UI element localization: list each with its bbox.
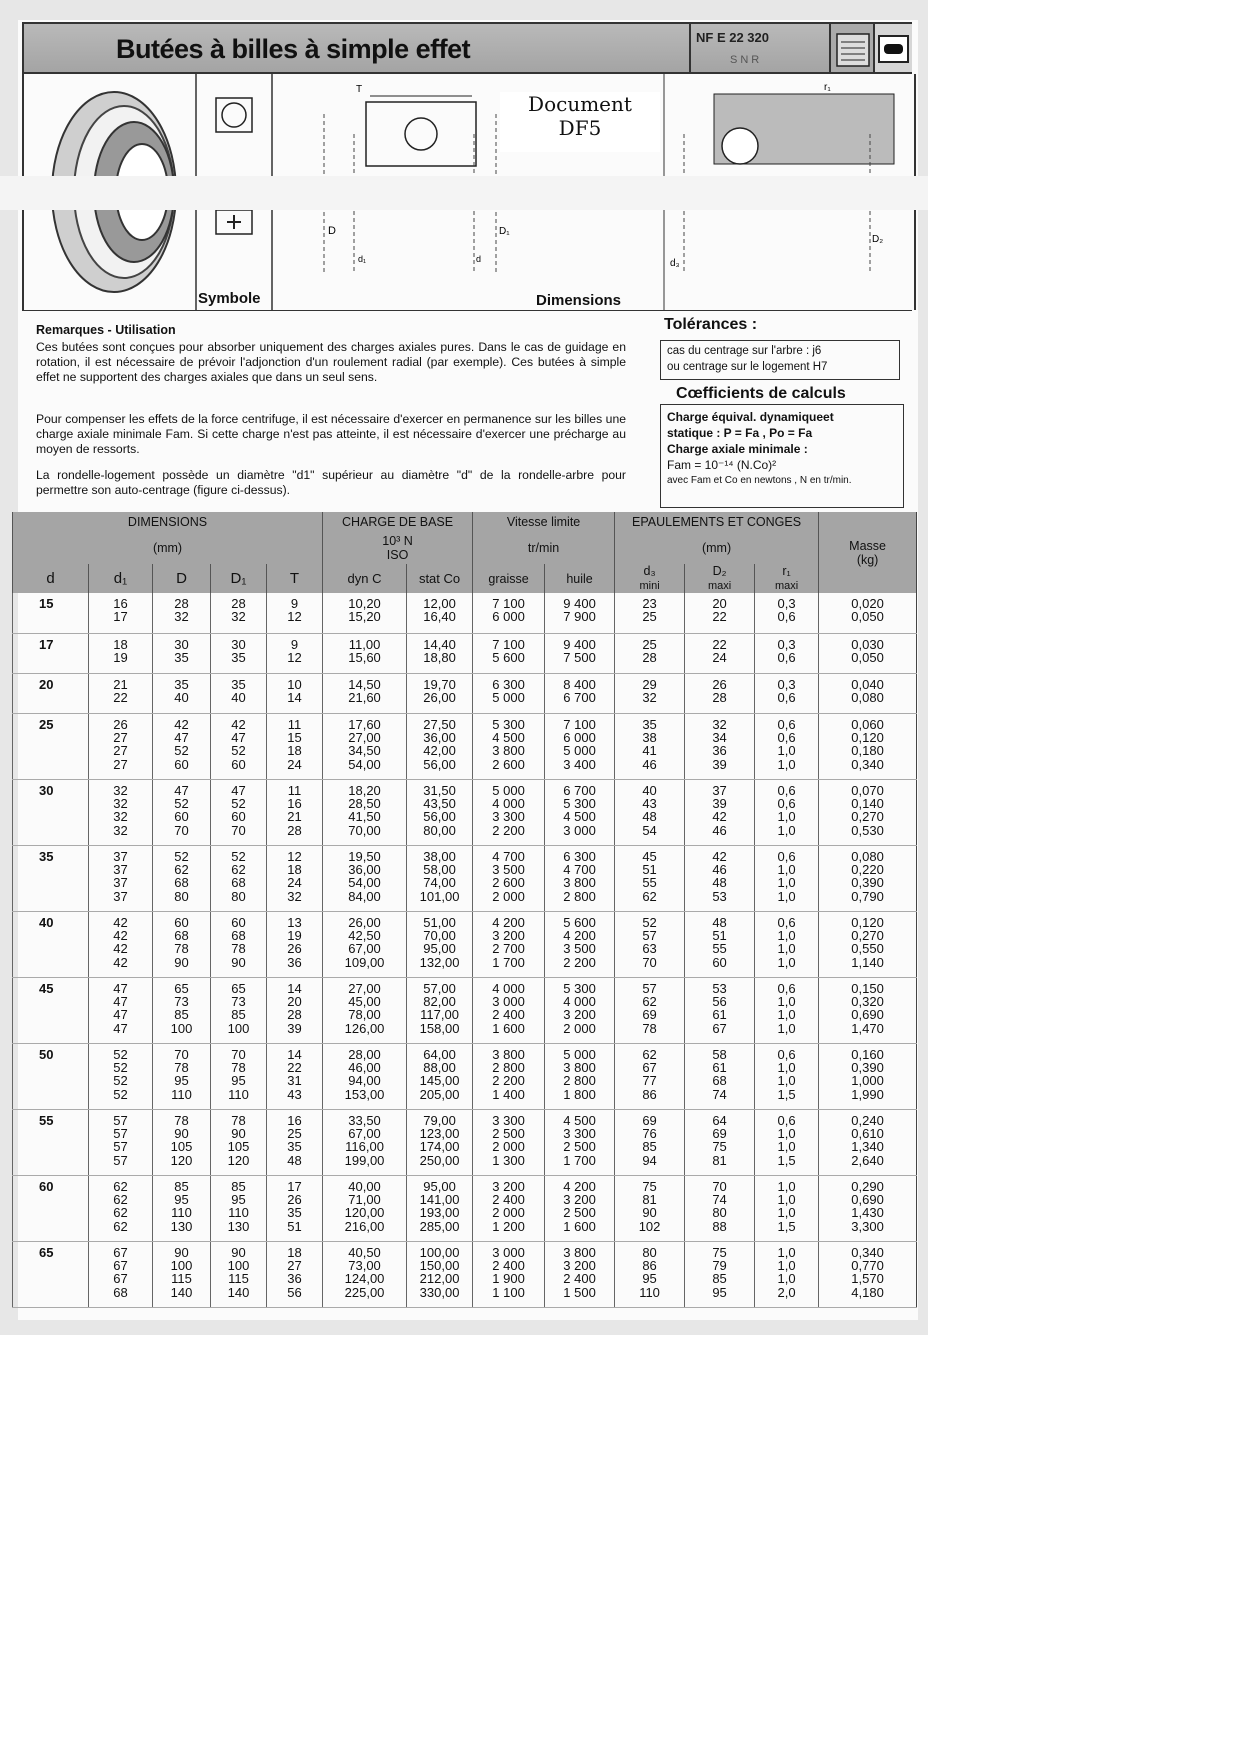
cell-d: 60	[13, 1175, 89, 1241]
cell-h: 6 300 4 700 3 800 2 800	[545, 845, 615, 911]
cell-d3: 57 62 69 78	[615, 977, 685, 1043]
col-D1: D₁	[211, 564, 267, 593]
document-stamp-line2: DF5	[558, 116, 602, 140]
table-row	[13, 633, 917, 673]
cell-C: 40,50 73,00 124,00 225,00	[323, 1241, 407, 1307]
cell-T: 16 25 35 48	[267, 1109, 323, 1175]
cell-Co: 19,70 26,00	[407, 673, 473, 713]
cell-m: 0,040 0,080	[819, 673, 917, 713]
cell-h: 9 400 7 500	[545, 633, 615, 673]
cell-d1: 32 32 32 32	[89, 779, 153, 845]
cell-D: 28 32	[153, 593, 211, 633]
cell-T: 11 16 21 28	[267, 779, 323, 845]
scan-gap-band	[0, 176, 928, 210]
header-vitesse: Vitesse limite	[473, 512, 615, 532]
table-row	[13, 673, 917, 713]
figure-bottom-rule	[22, 310, 912, 311]
document-stamp-line1: Document	[528, 92, 632, 116]
col-huile: huile	[545, 564, 615, 593]
cell-T: 14 22 31 43	[267, 1043, 323, 1109]
label-d3: d₃	[670, 258, 680, 269]
table-row	[13, 1043, 917, 1109]
cell-d3: 45 51 55 62	[615, 845, 685, 911]
cell-C: 10,20 15,20	[323, 593, 407, 633]
cell-d: 40	[13, 911, 89, 977]
col-D2: D₂ maxi	[685, 564, 755, 593]
cell-D2: 22 24	[685, 633, 755, 673]
cell-T: 14 20 28 39	[267, 977, 323, 1043]
cell-D: 70 78 95 110	[153, 1043, 211, 1109]
coef-line-1: Charge équival. dynamiqueet	[667, 410, 834, 424]
header-dimensions-unit: (mm)	[13, 532, 323, 564]
cell-d: 25	[13, 713, 89, 779]
cell-Co: 38,00 58,00 74,00 101,00	[407, 845, 473, 911]
norm-reference: NF E 22 320	[696, 30, 769, 45]
cell-d1: 18 19	[89, 633, 153, 673]
cell-D2: 37 39 42 46	[685, 779, 755, 845]
label-D1: D₁	[499, 226, 510, 237]
cell-C: 26,00 42,50 67,00 109,00	[323, 911, 407, 977]
dimensions-label: Dimensions	[536, 292, 622, 309]
cell-D1: 30 35	[211, 633, 267, 673]
cell-d1: 21 22	[89, 673, 153, 713]
cell-r1: 0,6 0,6 1,0 1,0	[755, 779, 819, 845]
table-row	[13, 779, 917, 845]
cell-g: 4 700 3 500 2 600 2 000	[473, 845, 545, 911]
tolerances-title: Tolérances :	[664, 316, 758, 333]
brand-label: SNR	[730, 54, 763, 66]
cell-D1: 42 47 52 60	[211, 713, 267, 779]
cell-m: 0,080 0,220 0,390 0,790	[819, 845, 917, 911]
cell-d3: 23 25	[615, 593, 685, 633]
label-D: D	[328, 225, 336, 237]
label-d: d	[476, 254, 482, 264]
cell-T: 9 12	[267, 633, 323, 673]
cell-d: 17	[13, 633, 89, 673]
cell-d1: 16 17	[89, 593, 153, 633]
cell-d: 55	[13, 1109, 89, 1175]
cell-d1: 57 57 57 57	[89, 1109, 153, 1175]
cell-D2: 70 74 80 88	[685, 1175, 755, 1241]
cell-m: 0,120 0,270 0,550 1,140	[819, 911, 917, 977]
cell-g: 3 300 2 500 2 000 1 300	[473, 1109, 545, 1175]
col-d3: d₃ mini	[615, 564, 685, 593]
cell-D2: 64 69 75 81	[685, 1109, 755, 1175]
cell-D1: 78 90 105 120	[211, 1109, 267, 1175]
cell-D2: 75 79 85 95	[685, 1241, 755, 1307]
cell-m: 0,060 0,120 0,180 0,340	[819, 713, 917, 779]
cell-T: 9 12	[267, 593, 323, 633]
cell-m: 0,020 0,050	[819, 593, 917, 633]
header-epaulements: EPAULEMENTS ET CONGES	[615, 512, 819, 532]
cell-h: 4 500 3 300 2 500 1 700	[545, 1109, 615, 1175]
cell-g: 3 000 2 400 1 900 1 100	[473, 1241, 545, 1307]
cell-d1: 47 47 47 47	[89, 977, 153, 1043]
title-bar	[22, 22, 912, 74]
cell-C: 14,50 21,60	[323, 673, 407, 713]
cell-T: 18 27 36 56	[267, 1241, 323, 1307]
bearing-symbol-icon	[873, 24, 912, 72]
cell-d3: 40 43 48 54	[615, 779, 685, 845]
col-d: d	[13, 564, 89, 593]
cell-Co: 31,50 43,50 56,00 80,00	[407, 779, 473, 845]
col-dynC: dyn C	[323, 564, 407, 593]
cell-d: 50	[13, 1043, 89, 1109]
cell-D1: 47 52 60 70	[211, 779, 267, 845]
cell-m: 0,340 0,770 1,570 4,180	[819, 1241, 917, 1307]
table-row	[13, 1175, 917, 1241]
cell-D1: 85 95 110 130	[211, 1175, 267, 1241]
cell-d3: 25 28	[615, 633, 685, 673]
cell-m: 0,240 0,610 1,340 2,640	[819, 1109, 917, 1175]
cell-d1: 37 37 37 37	[89, 845, 153, 911]
remarks-paragraph-1: Ces butées sont conçues pour absorber uniquement des charges axiales pures. Dans le cas de guidage en rotation, il est nécessaire de prévoir l'adjonction d'un roulement radial (par exemple). Ces butées à simple effet ne supportent des charges axiales que dans un seul sens.	[36, 340, 626, 384]
coef-line-2: statique : P = Fa , Po = Fa	[667, 426, 813, 440]
table-row	[13, 977, 917, 1043]
data-sheet-icon	[829, 24, 875, 72]
cell-h: 5 300 4 000 3 200 2 000	[545, 977, 615, 1043]
cell-d3: 75 81 90 102	[615, 1175, 685, 1241]
cell-d: 65	[13, 1241, 89, 1307]
cell-D2: 58 61 68 74	[685, 1043, 755, 1109]
coef-line-5: avec Fam et Co en newtons , N en tr/min.	[667, 475, 852, 486]
cell-D: 90 100 115 140	[153, 1241, 211, 1307]
cell-g: 3 200 2 400 2 000 1 200	[473, 1175, 545, 1241]
label-r1: r₁	[824, 82, 831, 93]
header-masse: Masse (kg)	[819, 512, 917, 593]
cell-Co: 100,00 150,00 212,00 330,00	[407, 1241, 473, 1307]
table-row	[13, 593, 917, 633]
header-charge-unit: 10³ N ISO	[323, 532, 473, 564]
label-T: T	[356, 84, 363, 95]
cell-d1: 62 62 62 62	[89, 1175, 153, 1241]
cell-d3: 80 86 95 110	[615, 1241, 685, 1307]
cell-D: 65 73 85 100	[153, 977, 211, 1043]
remarks-title: Remarques - Utilisation	[36, 323, 176, 337]
cell-Co: 57,00 82,00 117,00 158,00	[407, 977, 473, 1043]
cell-m: 0,150 0,320 0,690 1,470	[819, 977, 917, 1043]
cell-m: 0,290 0,690 1,430 3,300	[819, 1175, 917, 1241]
cell-D1: 70 78 95 110	[211, 1043, 267, 1109]
cell-h: 4 200 3 200 2 500 1 600	[545, 1175, 615, 1241]
coef-line-3: Charge axiale minimale :	[667, 442, 808, 456]
cell-D2: 42 46 48 53	[685, 845, 755, 911]
col-T: T	[267, 564, 323, 593]
col-d1: d₁	[89, 564, 153, 593]
col-D: D	[153, 564, 211, 593]
cell-d1: 67 67 67 68	[89, 1241, 153, 1307]
remarks-paragraph-3: La rondelle-logement possède un diamètre "d1" supérieur au diamètre "d" de la rondelle-arbre pour permettre son auto-centrage (figure ci-dessus).	[36, 468, 626, 497]
cell-g: 4 000 3 000 2 400 1 600	[473, 977, 545, 1043]
col-r1: r₁ maxi	[755, 564, 819, 593]
cell-C: 19,50 36,00 54,00 84,00	[323, 845, 407, 911]
cell-C: 33,50 67,00 116,00 199,00	[323, 1109, 407, 1175]
cell-h: 7 100 6 000 5 000 3 400	[545, 713, 615, 779]
tolerance-line-1: cas du centrage sur l'arbre : j6	[667, 345, 822, 357]
cell-Co: 27,50 36,00 42,00 56,00	[407, 713, 473, 779]
cell-h: 8 400 6 700	[545, 673, 615, 713]
cell-T: 10 14	[267, 673, 323, 713]
cell-D2: 48 51 55 60	[685, 911, 755, 977]
header-charge: CHARGE DE BASE	[323, 512, 473, 532]
cell-m: 0,030 0,050	[819, 633, 917, 673]
cell-C: 11,00 15,60	[323, 633, 407, 673]
cell-h: 9 400 7 900	[545, 593, 615, 633]
cell-T: 11 15 18 24	[267, 713, 323, 779]
cell-D: 47 52 60 70	[153, 779, 211, 845]
cell-g: 6 300 5 000	[473, 673, 545, 713]
cell-C: 17,60 27,00 34,50 54,00	[323, 713, 407, 779]
header-dimensions: DIMENSIONS	[13, 512, 323, 532]
cell-g: 7 100 6 000	[473, 593, 545, 633]
page-title: Butées à billes à simple effet	[116, 34, 471, 64]
cell-Co: 64,00 88,00 145,00 205,00	[407, 1043, 473, 1109]
coefficients-box	[660, 404, 904, 508]
cell-r1: 0,3 0,6	[755, 633, 819, 673]
cell-r1: 0,3 0,6	[755, 673, 819, 713]
cell-d: 35	[13, 845, 89, 911]
cell-r1: 0,6 1,0 1,0 1,0	[755, 977, 819, 1043]
cell-T: 13 19 26 36	[267, 911, 323, 977]
table-row	[13, 1241, 917, 1307]
cell-Co: 12,00 16,40	[407, 593, 473, 633]
cell-D1: 65 73 85 100	[211, 977, 267, 1043]
cell-C: 18,20 28,50 41,50 70,00	[323, 779, 407, 845]
cell-g: 5 000 4 000 3 300 2 200	[473, 779, 545, 845]
cell-m: 0,160 0,390 1,000 1,990	[819, 1043, 917, 1109]
bearing-symbol	[216, 98, 252, 234]
cell-D1: 28 32	[211, 593, 267, 633]
cell-d1: 26 27 27 27	[89, 713, 153, 779]
coef-line-4: Fam = 10⁻¹⁴ (N.Co)²	[667, 458, 777, 472]
document-stamp	[500, 92, 660, 152]
cell-D2: 32 34 36 39	[685, 713, 755, 779]
cell-d: 15	[13, 593, 89, 633]
cell-D1: 90 100 115 140	[211, 1241, 267, 1307]
cell-d: 45	[13, 977, 89, 1043]
cell-C: 28,00 46,00 94,00 153,00	[323, 1043, 407, 1109]
cell-d3: 62 67 77 86	[615, 1043, 685, 1109]
table-body	[13, 593, 917, 1307]
cell-d: 20	[13, 673, 89, 713]
cell-r1: 1,0 1,0 1,0 2,0	[755, 1241, 819, 1307]
label-D2: D₂	[872, 234, 884, 245]
cell-C: 40,00 71,00 120,00 216,00	[323, 1175, 407, 1241]
cell-D: 85 95 110 130	[153, 1175, 211, 1241]
table-row	[13, 1109, 917, 1175]
cell-r1: 0,6 1,0 1,0 1,5	[755, 1043, 819, 1109]
cell-D: 42 47 52 60	[153, 713, 211, 779]
cell-r1: 0,6 1,0 1,0 1,5	[755, 1109, 819, 1175]
cell-D: 30 35	[153, 633, 211, 673]
cell-d3: 69 76 85 94	[615, 1109, 685, 1175]
cell-d3: 52 57 63 70	[615, 911, 685, 977]
symbol-label: Symbole	[198, 290, 261, 307]
table-row	[13, 911, 917, 977]
cell-g: 4 200 3 200 2 700 1 700	[473, 911, 545, 977]
cell-D: 35 40	[153, 673, 211, 713]
cell-r1: 0,6 1,0 1,0 1,0	[755, 845, 819, 911]
cell-d1: 42 42 42 42	[89, 911, 153, 977]
cell-g: 5 300 4 500 3 800 2 600	[473, 713, 545, 779]
cell-h: 5 000 3 800 2 800 1 800	[545, 1043, 615, 1109]
cell-Co: 51,00 70,00 95,00 132,00	[407, 911, 473, 977]
cell-h: 5 600 4 200 3 500 2 200	[545, 911, 615, 977]
cell-r1: 1,0 1,0 1,0 1,5	[755, 1175, 819, 1241]
cell-Co: 14,40 18,80	[407, 633, 473, 673]
cell-d1: 52 52 52 52	[89, 1043, 153, 1109]
cell-D1: 52 62 68 80	[211, 845, 267, 911]
remarks-paragraph-2: Pour compenser les effets de la force centrifuge, il est nécessaire d'exercer en permanence sur les billes une charge axiale minimale Fam. Si cette charge n'est pas atteinte, il est nécessaire d'exercer une précharge au moyen de ressorts.	[36, 412, 626, 456]
cell-D2: 53 56 61 67	[685, 977, 755, 1043]
cell-d: 30	[13, 779, 89, 845]
cell-D2: 26 28	[685, 673, 755, 713]
cell-D2: 20 22	[685, 593, 755, 633]
table-row	[13, 845, 917, 911]
header-vitesse-unit: tr/min	[473, 532, 615, 564]
cell-g: 7 100 5 600	[473, 633, 545, 673]
tolerance-line-2: ou centrage sur le logement H7	[667, 361, 828, 373]
col-statCo: stat Co	[407, 564, 473, 593]
cell-C: 27,00 45,00 78,00 126,00	[323, 977, 407, 1043]
label-d1: d₁	[358, 254, 367, 264]
cell-D: 52 62 68 80	[153, 845, 211, 911]
tolerances-box	[660, 340, 900, 380]
cell-r1: 0,6 0,6 1,0 1,0	[755, 713, 819, 779]
cell-T: 17 26 35 51	[267, 1175, 323, 1241]
col-graisse: graisse	[473, 564, 545, 593]
cell-D: 78 90 105 120	[153, 1109, 211, 1175]
cell-D1: 35 40	[211, 673, 267, 713]
cell-Co: 79,00 123,00 174,00 250,00	[407, 1109, 473, 1175]
cell-g: 3 800 2 800 2 200 1 400	[473, 1043, 545, 1109]
cell-Co: 95,00 141,00 193,00 285,00	[407, 1175, 473, 1241]
cell-r1: 0,3 0,6	[755, 593, 819, 633]
bearing-table	[12, 512, 917, 1308]
cell-D: 60 68 78 90	[153, 911, 211, 977]
table-row	[13, 713, 917, 779]
coefficients-title: Cœfficients de calculs	[676, 385, 846, 402]
header-epaulements-unit: (mm)	[615, 532, 819, 564]
cell-r1: 0,6 1,0 1,0 1,0	[755, 911, 819, 977]
cell-d3: 35 38 41 46	[615, 713, 685, 779]
cell-m: 0,070 0,140 0,270 0,530	[819, 779, 917, 845]
table-header	[13, 512, 917, 593]
cell-d3: 29 32	[615, 673, 685, 713]
cell-T: 12 18 24 32	[267, 845, 323, 911]
cell-D1: 60 68 78 90	[211, 911, 267, 977]
cell-h: 3 800 3 200 2 400 1 500	[545, 1241, 615, 1307]
cell-h: 6 700 5 300 4 500 3 000	[545, 779, 615, 845]
